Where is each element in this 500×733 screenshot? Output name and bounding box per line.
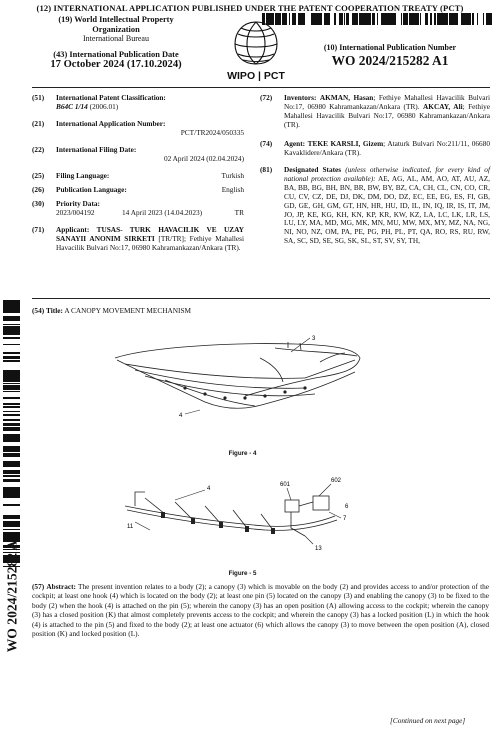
- inventor-1-address: ; Fethiye Mahallesi Havacilik Bulvari No:17, 06980 Kahramankazan/Ankara (TR).: [284, 93, 491, 111]
- hook-mark: [223, 396, 226, 399]
- figure-5-label-11: 11: [127, 524, 134, 530]
- wipo-logo: [225, 16, 287, 82]
- hook-mark: [303, 386, 306, 389]
- designated-states-list: AE, AG, AL, AM, AO, AT, AU, AZ, BA, BB, BG, BH, BN, BR, BW, BY, BZ, CA, CH, CL, CN, CO, CR, CU, CV, CZ, DE, DJ, DK, DM, DO, DZ, EC, EE, EG, ES, FI, GB, GD, GE, GH, GM, GT, HN, HR, HU, ID, IL, IN, IQ, IR, IS, IT, JM, JO, JP, KE, KG, KH, KN, KP, KR, KW, KZ, LA, LC, LK, LR, LS, LU, LY, MA, MD, MG, MK, MN, MU, MW, MX, MY, MZ, NA, NG, NI, NO, NZ, OM, PA, PE, PG, PH, PL, PT, QA, RO, RS, RU, RW, SA, SC, SD, SE, SG, SK, SL, ST, SV, SY, TH,: [284, 173, 490, 246]
- agent-name: TEKE KARSLI, Gizem: [307, 139, 384, 148]
- field-26-label: Publication Language:: [56, 185, 127, 194]
- figure-5-label-601: 601: [280, 482, 291, 488]
- field-25-num: (25): [32, 171, 45, 180]
- biblio-divider: [32, 298, 490, 299]
- publisher-block: [12, 15, 220, 71]
- abstract-num: (57): [32, 582, 45, 591]
- field-30-num: (30): [32, 199, 45, 208]
- field-74-num: (74): [260, 139, 273, 148]
- field-71-name: TUSAS- TURK HAVACILIK VE UZAY SANAYII ANONIM SIRKETI: [56, 225, 245, 243]
- field-30-number: 2023/004192: [56, 207, 95, 217]
- figure-4-label-4: 4: [179, 413, 183, 419]
- pubdate-label: [12, 50, 220, 60]
- figure-4-label-3: 3: [312, 336, 316, 342]
- document-header-title: (12) INTERNATIONAL APPLICATION PUBLISHED UNDER THE PATENT COOPERATION TREATY (PCT): [36, 3, 464, 13]
- figure-5-caption: Figure - 5: [228, 570, 257, 577]
- field-26-num: (26): [32, 185, 45, 194]
- continued-note: [Continued on next page]: [390, 716, 466, 725]
- figure-5-label-13: 13: [315, 546, 322, 552]
- actuator-body: [285, 500, 299, 512]
- field-81-num: (81): [260, 165, 273, 174]
- title-label: Title:: [46, 306, 63, 315]
- field-22-label: International Filing Date:: [56, 145, 137, 154]
- figure-4-drawing: [105, 318, 380, 438]
- bureau: International Bureau: [83, 34, 149, 44]
- actuator-body: [313, 496, 329, 510]
- field-81-label: Designated States: [284, 165, 342, 174]
- field-21-value: PCT/TR2024/050335: [180, 127, 244, 137]
- header-divider: [32, 87, 490, 88]
- hook-mark: [243, 396, 246, 399]
- field-21-num: (21): [32, 119, 45, 128]
- inventor-2-name: AKCAY, Ali: [423, 101, 463, 111]
- field-51-code: B64C 1/14: [56, 101, 88, 111]
- side-publication-number: WO 2024/215282 A1: [4, 533, 20, 653]
- abstract-text: The present invention relates to a body (2); a canopy (3) which is movable on the body (2) and provides access to and/or protection of the cockpit; at least one hook (4) which is located on the body (2); at least one pin (5) located on the canopy (3) and enabling the canopy (3) to be fixed to the body (2) when the hook (4) is attached on the pin (5); wherein the canopy (3) has an open position (A) allowing access to the cockpit; wherein the canopy (3) has a closed position (K) that almost completely prevents access to the cockpit; and wherein the canopy (3) has a locked position (L) in which the hook (4) is attached to the pin (5) and fixed to the body (2); at least one actuator (6) which allows the canopy (3) to move between the open position (A), closed position (K) and locked position (L).: [32, 582, 489, 639]
- field-51-date: (2006.01): [89, 101, 119, 111]
- field-25-label: Filing Language:: [56, 171, 110, 180]
- organization-line-1: [12, 15, 220, 25]
- field-81-note: (unless otherwise indicated, for every kind of national protection available):: [284, 165, 490, 183]
- inventor-2-address: ; Fethiye Mahallesi Havacilik Bulvari No:17, 06980 Kahramankazan/Ankara (TR).: [284, 101, 490, 129]
- title-num: (54): [32, 306, 45, 315]
- organization-line-2: Organization: [92, 24, 140, 34]
- field-21-label: International Application Number:: [56, 119, 166, 128]
- hook-mark: [203, 392, 206, 395]
- wipo-logo-text: WIPO | PCT: [227, 70, 285, 82]
- abstract-label: Abstract:: [46, 582, 76, 591]
- title-field: [32, 306, 191, 315]
- figure-5-label-6: 6: [345, 504, 349, 510]
- inventor-1-name: AKMAN, Hasan: [319, 93, 374, 102]
- right-bibliographic-column: [260, 94, 490, 294]
- left-bibliographic-column: [32, 94, 244, 274]
- title-value: A CANOPY MOVEMENT MECHANISM: [64, 306, 192, 315]
- barcode-top: [262, 13, 492, 25]
- pubno-value: WO 2024/215282 A1: [331, 53, 449, 68]
- field-30-label: Priority Data:: [56, 199, 100, 208]
- field-71-address: [TR/TR]; Fethiye Mahallesi Havacilik Bulvari No:17, 06980 Kahramankazan/Ankara (TR).: [56, 233, 245, 252]
- field-30-country: TR: [234, 207, 244, 217]
- hook-mark: [283, 390, 286, 393]
- canopy-outline: [115, 344, 360, 396]
- field-51-label: International Patent Classification:: [56, 93, 166, 102]
- figure-5-drawing: [105, 470, 380, 565]
- field-71-label: Applicant:: [56, 225, 90, 234]
- org-prefix: (19): [58, 15, 73, 24]
- field-22-value: 02 April 2024 (02.04.2024): [163, 153, 244, 163]
- agent-address: ; Ataturk Bulvari No:211/11, 06680 Kavaklidere/Ankara (TR).: [284, 139, 490, 157]
- figure-5-label-7: 7: [343, 516, 347, 522]
- figure-4-caption: Figure - 4: [228, 450, 257, 457]
- field-72-num: (72): [260, 93, 273, 102]
- figure-5-label-4: 4: [207, 486, 211, 492]
- pubdate-value: 17 October 2024 (17.10.2024): [50, 59, 182, 71]
- field-22-num: (22): [32, 145, 45, 154]
- pubno-label: (10) International Publication Number: [323, 43, 457, 52]
- field-71-num: (71): [32, 225, 45, 234]
- field-25-value: Turkish: [221, 171, 244, 180]
- hook-mark: [263, 394, 266, 397]
- pubdate-prefix: (43): [53, 49, 68, 59]
- hook-mark: [183, 386, 186, 389]
- field-30-date: 14 April 2023 (14.04.2023): [122, 207, 203, 217]
- org-name-1: World Intellectual Property: [74, 15, 174, 24]
- field-74-label: Agent:: [284, 139, 306, 148]
- field-72-label: Inventors:: [284, 93, 317, 102]
- figure-5-label-602: 602: [331, 478, 342, 484]
- field-51-num: (51): [32, 93, 45, 102]
- pubdate-label-text: International Publication Date: [69, 49, 179, 59]
- body-edge: [117, 360, 355, 408]
- publication-number-block: [292, 43, 488, 69]
- abstract: [32, 582, 489, 638]
- field-26-value: English: [221, 185, 244, 194]
